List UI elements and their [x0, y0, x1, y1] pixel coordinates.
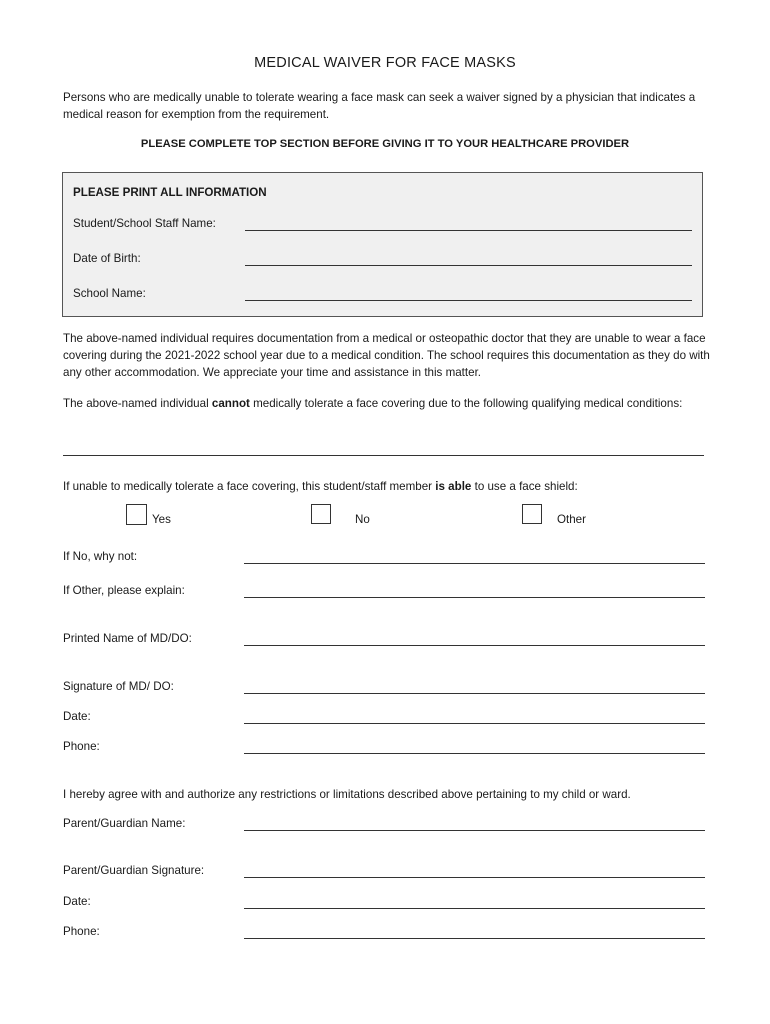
other-explain-label: If Other, please explain:: [63, 584, 185, 597]
guardian-phone-field[interactable]: [244, 938, 705, 939]
other-checkbox[interactable]: [522, 504, 542, 524]
guardian-date-label: Date:: [63, 895, 91, 908]
conditions-text-after: medically tolerate a face covering due to the following qualifying medical conditions:: [249, 397, 683, 410]
face-shield-text-after: to use a face shield:: [471, 480, 578, 493]
conditions-field[interactable]: [63, 455, 704, 456]
printed-name-md-label: Printed Name of MD/DO:: [63, 632, 192, 645]
no-checkbox[interactable]: [311, 504, 331, 524]
signature-md-label: Signature of MD/ DO:: [63, 680, 174, 693]
school-name-field[interactable]: [245, 300, 692, 301]
date-of-birth-field[interactable]: [245, 265, 692, 266]
authorization-statement: I hereby agree with and authorize any restrictions or limitations described above pertaining to my child or ward.: [63, 788, 631, 801]
form-title: MEDICAL WAIVER FOR FACE MASKS: [254, 55, 516, 71]
documentation-statement: The above-named individual requires documentation from a medical or osteopathic doctor that they are unable to wear a face covering during the 2021-2022 school year due to a medical condition. The school requires this documentation as they do with any other accommodation. We appreciate your time and assistance in this matter.: [63, 332, 710, 379]
guardian-name-label: Parent/Guardian Name:: [63, 817, 186, 830]
face-shield-question: [63, 478, 713, 495]
conditions-text-before: The above-named individual: [63, 397, 212, 410]
guardian-signature-field[interactable]: [244, 877, 705, 878]
other-explain-field[interactable]: [244, 597, 705, 598]
top-section-box: [62, 172, 703, 317]
conditions-emphasis: cannot: [211, 397, 250, 410]
face-shield-emphasis: is able: [435, 480, 472, 493]
other-option-label: Other: [557, 513, 586, 526]
conditions-statement: [63, 395, 713, 412]
student-name-field[interactable]: [245, 230, 692, 231]
school-name-label: School Name:: [73, 287, 146, 300]
md-phone-label: Phone:: [63, 740, 100, 753]
instruction-text: PLEASE COMPLETE TOP SECTION BEFORE GIVING IT TO YOUR HEALTHCARE PROVIDER: [140, 138, 630, 150]
guardian-name-field[interactable]: [244, 830, 705, 831]
signature-md-field[interactable]: [244, 693, 705, 694]
md-date-label: Date:: [63, 710, 91, 723]
student-name-label: Student/School Staff Name:: [73, 217, 216, 230]
md-phone-field[interactable]: [244, 753, 705, 754]
top-section-heading: PLEASE PRINT ALL INFORMATION: [73, 186, 267, 199]
date-of-birth-label: Date of Birth:: [73, 252, 141, 265]
intro-text: Persons who are medically unable to tolerate wearing a face mask can seek a waiver signed by a physician that indicates a medical reason for exemption from the requirement.: [63, 91, 696, 121]
no-option-label: No: [355, 513, 370, 526]
printed-name-md-field[interactable]: [244, 645, 705, 646]
face-shield-text-before: If unable to medically tolerate a face covering, this student/staff member: [63, 480, 436, 493]
yes-checkbox[interactable]: [126, 504, 147, 525]
guardian-signature-label: Parent/Guardian Signature:: [63, 864, 205, 877]
why-not-field[interactable]: [244, 563, 705, 564]
md-date-field[interactable]: [244, 723, 705, 724]
yes-option-label: Yes: [152, 513, 171, 526]
guardian-phone-label: Phone:: [63, 925, 100, 938]
guardian-date-field[interactable]: [244, 908, 705, 909]
why-not-label: If No, why not:: [63, 550, 138, 563]
